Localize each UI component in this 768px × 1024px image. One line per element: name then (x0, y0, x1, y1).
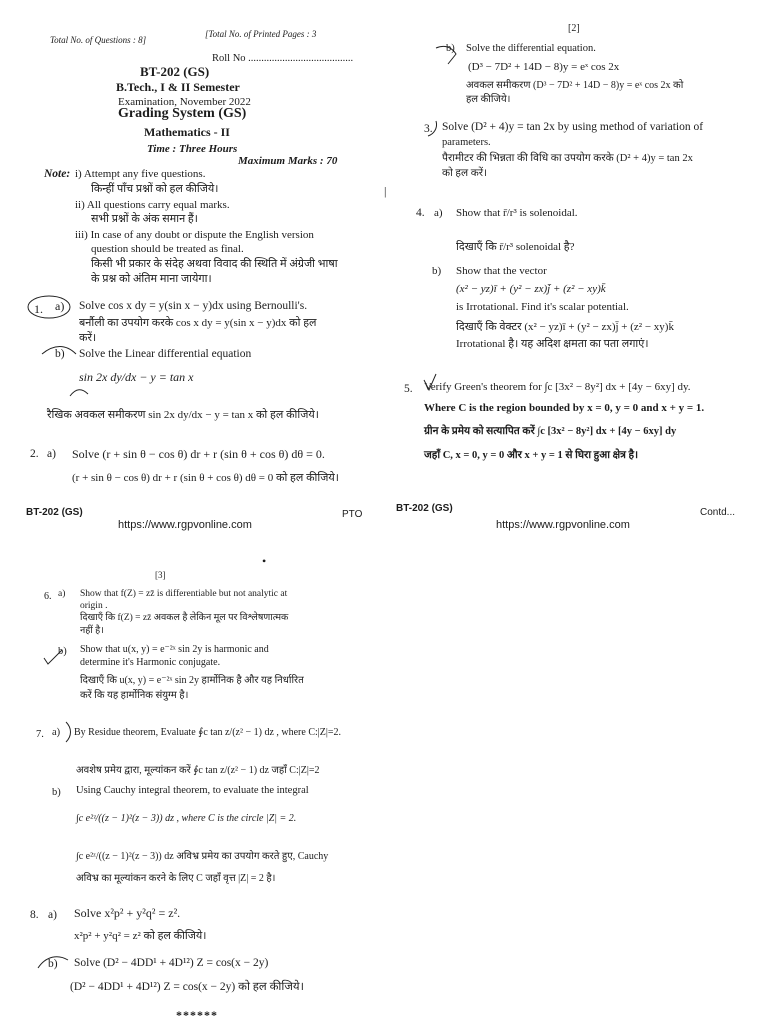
grading-system: Grading System (GS) (118, 106, 247, 121)
note-line: i) Attempt any five questions. (75, 168, 206, 180)
q1a-english: Solve cos x dy = y(sin x − y)dx using Bernoulli's. (79, 300, 308, 312)
q6b-hindi: दिखाएँ कि u(x, y) = e⁻²ˣ sin 2y हार्मोनिक है और यह निर्धारित (80, 675, 304, 686)
question-number: 1. (34, 302, 43, 316)
note-label: Note: (44, 168, 71, 180)
total-pages: [Total No. of Printed Pages : 3 (205, 29, 317, 39)
q4b-english: is Irrotational. Find it's scalar potential. (456, 301, 629, 313)
q7b-hindi: अविभ्र का मूल्यांकन करने के लिए C जहाँ वृत्त |Z| = 2 है। (76, 873, 276, 884)
exam-page-3 (0, 548, 384, 1024)
note-line: ii) All questions carry equal marks. (75, 199, 230, 211)
exam-page-2 (384, 0, 768, 540)
q6b-english: Show that u(x, y) = e⁻²ˣ sin 2y is harmonic and (80, 644, 269, 655)
question-number: 2. (30, 448, 39, 460)
handwritten-bracket-mark (64, 720, 74, 744)
total-questions: Total No. of Questions : 8] (50, 35, 147, 45)
q7b-hindi: ∫c e²ᶻ/((z − 1)²(z − 3)) dz अविभ्र प्रमेय का उपयोग करते हुए, Cauchy (76, 851, 329, 862)
note-line: question should be treated as final. (91, 243, 244, 255)
page-number: [3] (155, 570, 166, 580)
question-number: 3. (424, 123, 433, 135)
subpart-label: b) (48, 958, 58, 970)
note-line: के प्रश्न को अंतिम माना जायेगा। (91, 273, 212, 285)
q1a-hindi: करें। (79, 332, 97, 344)
handwritten-check-mark (422, 372, 438, 394)
scan-tick: | (384, 184, 387, 198)
q7b-english: Using Cauchy integral theorem, to evaluate the integral (76, 785, 309, 796)
q1a-hindi: बर्नौली का उपयोग करके cos x dy = y(sin x − y)dx को हल (79, 317, 317, 329)
q7a-hindi: अवशेष प्रमेय द्वारा, मूल्यांकन करें ∮c tan z/(z² − 1) dz जहाँ C:|Z|=2 (76, 765, 320, 776)
note-line: किन्हीं पाँच प्रश्नों को हल कीजिये। (91, 183, 219, 195)
note-line: किसी भी प्रकार के संदेह अथवा विवाद की स्थिति में अंग्रेजी भाषा (91, 258, 338, 270)
q4b-hindi: दिखाएँ कि वेक्टर (x² − yz)ī + (y² − zx)j̄ + (z² − xy)k̄ (456, 321, 674, 333)
subpart-label: b) (446, 43, 455, 54)
q6a-english: Show that f(Z) = zz̄ is differentiable but not analytic at (80, 589, 288, 599)
q8a-english: Solve x²p² + y²q² = z². (74, 906, 181, 920)
q4b-hindi: Irrotational है। यह अदिश क्षमता का पता लगाएं। (456, 338, 649, 350)
roll-no: Roll No ........................................ (212, 53, 354, 64)
q6a-english: origin . (80, 601, 108, 611)
q1b-english: Solve the differential equation. (466, 43, 596, 54)
paper-code: BT-202 (GS) (140, 64, 210, 79)
subpart-label: b) (432, 265, 442, 277)
handwritten-bracket-mark (68, 386, 90, 400)
footer-contd: Contd... (700, 507, 736, 518)
max-marks: Maximum Marks : 70 (238, 155, 338, 167)
footer-pto: PTO (342, 509, 363, 520)
q5-english: Verify Green's theorem for ∫c [3x² − 8y²] dx + [4y − 6xy] dy. (424, 381, 691, 393)
q6b-hindi: करें कि यह हार्मोनिक संयुग्म है। (80, 690, 189, 701)
q4b-english: Show that the vector (456, 265, 547, 277)
q8b-english: Solve (D² − 4DD¹ + 4D¹²) Z = cos(x − 2y) (74, 957, 269, 969)
footer-paper-code: BT-202 (GS) (26, 507, 83, 518)
end-of-paper-stars: ****** (176, 1008, 218, 1022)
q6b-english: determine it's Harmonic conjugate. (80, 657, 221, 668)
q4a-english: Show that r̄/r³ is solenoidal. (456, 207, 578, 219)
footer-url: https://www.rgpvonline.com (496, 519, 630, 531)
q5-hindi: ग्रीन के प्रमेय को सत्यापित करें ∫c [3x² − 8y²] dx + [4y − 6xy] dy (424, 426, 677, 437)
subpart-label: a) (52, 727, 61, 738)
subpart-label: b) (58, 646, 67, 657)
question-number: 4. (416, 207, 425, 219)
q3-hindi: पैरामीटर की भिन्नता की विधि का उपयोग करके (D² + 4)y = tan 2x (442, 153, 693, 164)
q5-english: Where C is the region bounded by x = 0, y = 0 and x + y = 1. (424, 402, 705, 414)
q1b-hindi: हल कीजिये। (466, 94, 511, 105)
q5-hindi: जहाँ C, x = 0, y = 0 और x + y = 1 से घिरा हुआ क्षेत्र है। (424, 450, 639, 461)
q8a-hindi: x²p² + y²q² = z² को हल कीजिये। (74, 930, 207, 942)
subject: Mathematics - II (144, 125, 230, 139)
q1b-english: Solve the Linear differential equation (79, 348, 252, 360)
q7b-integral: ∫c e²ᶻ/((z − 1)²(z − 3)) dz , where C is the circle |Z| = 2. (76, 813, 297, 824)
question-number: 6. (44, 591, 52, 602)
question-number: 5. (404, 383, 413, 395)
q4a-hindi: दिखाएँ कि r̄/r³ solenoidal है? (456, 241, 575, 253)
footer-url: https://www.rgpvonline.com (118, 519, 252, 531)
subpart-label: a) (48, 909, 57, 921)
subpart-label: a) (434, 207, 443, 219)
subpart-label: a) (55, 299, 65, 313)
q1b-hindi: अवकल समीकरण (D³ − 7D² + 14D − 8)y = eˣ cos 2x को (466, 80, 684, 91)
handwritten-circle-mark (26, 294, 72, 320)
note-line: सभी प्रश्नों के अंक समान हैं। (91, 213, 198, 225)
subpart-label: b) (55, 348, 65, 360)
footer-paper-code: BT-202 (GS) (396, 503, 453, 514)
q3-english: parameters. (442, 137, 491, 148)
q7a-english: By Residue theorem, Evaluate ∮c tan z/(z² − 1) dz , where C:|Z|=2. (74, 727, 342, 738)
time: Time : Three Hours (147, 143, 238, 155)
scan-dot: • (262, 554, 267, 568)
q6a-hindi: दिखाएँ कि f(Z) = zz̄ अवकल है लेकिन मूल पर विश्लेषणात्मक (80, 613, 289, 623)
q3-hindi: को हल करें। (442, 168, 488, 179)
q6a-hindi: नहीं है। (80, 626, 104, 636)
q1b-equation: sin 2x dy/dx − y = tan x (79, 370, 194, 384)
exam-session: Examination, November 2022 (118, 96, 251, 108)
q8b-hindi: (D² − 4DD¹ + 4D¹²) Z = cos(x − 2y) को हल कीजिये। (70, 981, 304, 993)
note-line: iii) In case of any doubt or dispute the English version (75, 229, 314, 241)
question-number: 8. (30, 909, 39, 921)
q4b-equation: (x² − yz)ī + (y² − zx)j̄ + (z² − xy)k̄ (456, 283, 606, 295)
program: B.Tech., I & II Semester (116, 80, 240, 94)
q1b-equation: (D³ − 7D² + 14D − 8)y = eˣ cos 2x (468, 61, 620, 73)
subpart-label: a) (58, 589, 66, 599)
q3-english: Solve (D² + 4)y = tan 2x by using method of variation of (442, 121, 704, 133)
q2a-hindi: (r + sin θ − cos θ) dr + r (sin θ + cos θ) dθ = 0 को हल कीजिये। (72, 472, 339, 484)
q1b-hindi: रैखिक अवकल समीकरण sin 2x dy/dx − y = tan x को हल कीजिये। (47, 409, 319, 421)
question-number: 7. (36, 729, 44, 740)
page-number: [2] (568, 23, 580, 34)
subpart-label: b) (52, 787, 61, 798)
exam-page-1 (0, 0, 387, 540)
subpart-label: a) (47, 448, 56, 460)
q2a-english: Solve (r + sin θ − cos θ) dr + r (sin θ + cos θ) dθ = 0. (72, 447, 325, 461)
